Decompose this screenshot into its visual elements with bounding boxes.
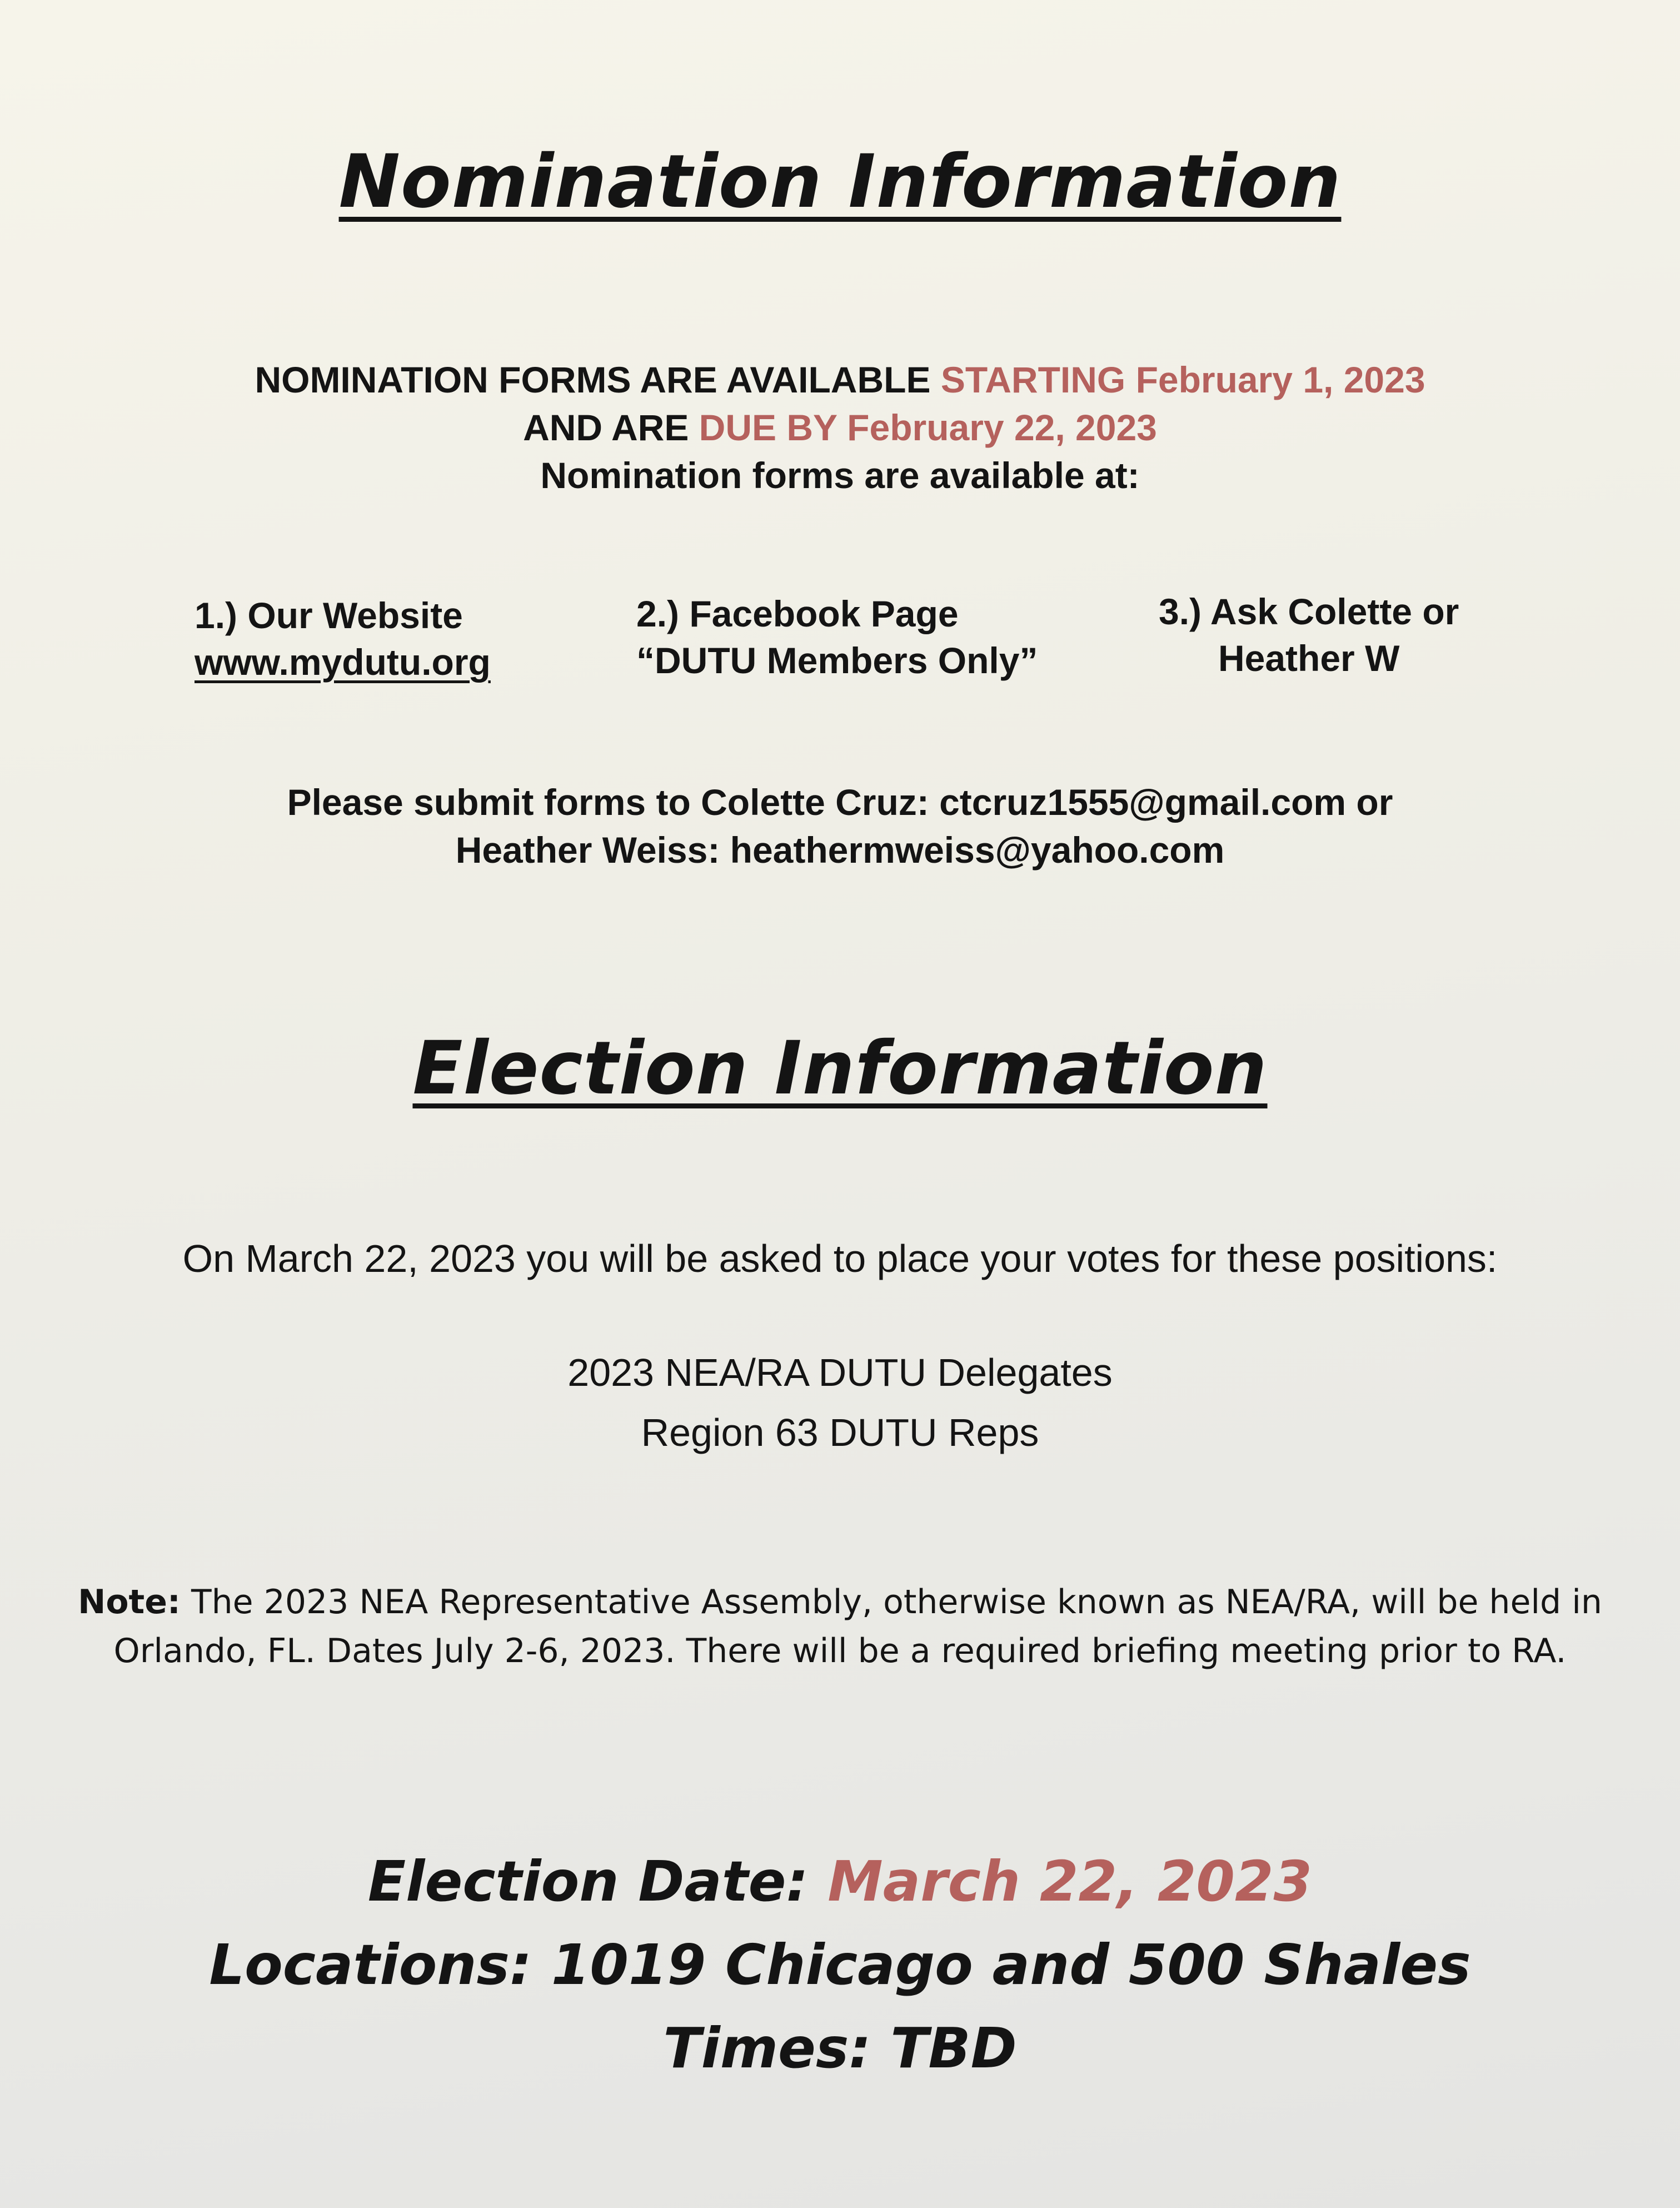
facebook-page-name: “DUTU Members Only” xyxy=(636,640,1038,681)
locations-line: Locations: 1019 Chicago and 500 Shales xyxy=(209,1932,1471,1997)
position-reps: Region 63 DUTU Reps xyxy=(641,1411,1039,1454)
note-label: Note: xyxy=(78,1583,181,1622)
nomination-title: Nomination Information xyxy=(338,139,1342,225)
times-line: Times: TBD xyxy=(663,2016,1017,2081)
option-ask xyxy=(1159,588,1459,682)
website-link[interactable]: www.mydutu.org xyxy=(195,641,491,683)
position-delegates: 2023 NEA/RA DUTU Delegates xyxy=(567,1351,1113,1394)
due-date: DUE BY February 22, 2023 xyxy=(699,407,1157,448)
availability-prefix: NOMINATION FORMS ARE AVAILABLE xyxy=(255,359,941,400)
option-ask-detail: Heather W xyxy=(1218,638,1400,679)
forms-available-line: Nomination forms are available at: xyxy=(540,455,1140,496)
election-date-label: Election Date: xyxy=(367,1849,828,1914)
due-prefix: AND ARE xyxy=(523,407,699,448)
submit-line-1: Please submit forms to Colette Cruz: ctcruz1555@gmail.com or xyxy=(287,782,1393,823)
availability-line xyxy=(0,356,1680,404)
option-facebook-label: 2.) Facebook Page xyxy=(636,593,959,634)
election-date-line xyxy=(0,1840,1680,1923)
election-intro: On March 22, 2023 you will be asked to place your votes for these positions: xyxy=(182,1237,1498,1280)
submit-line-2: Heather Weiss: heathermweiss@yahoo.com xyxy=(455,829,1225,871)
note-text-1: The 2023 NEA Representative Assembly, otherwise known as NEA/RA, will be held in xyxy=(180,1583,1602,1622)
note-line-2: Orlando, FL. Dates July 2-6, 2023. There will be a required briefing meeting prior to RA. xyxy=(113,1632,1567,1670)
note-line-1 xyxy=(0,1578,1680,1627)
option-website xyxy=(195,592,491,685)
election-date-value: March 22, 2023 xyxy=(827,1849,1313,1914)
election-title: Election Information xyxy=(412,1026,1268,1111)
start-date: STARTING February 1, 2023 xyxy=(940,359,1425,400)
option-ask-label: 3.) Ask Colette or xyxy=(1159,591,1459,632)
option-website-label: 1.) Our Website xyxy=(195,595,463,636)
option-facebook xyxy=(636,590,1038,684)
due-line xyxy=(0,404,1680,451)
